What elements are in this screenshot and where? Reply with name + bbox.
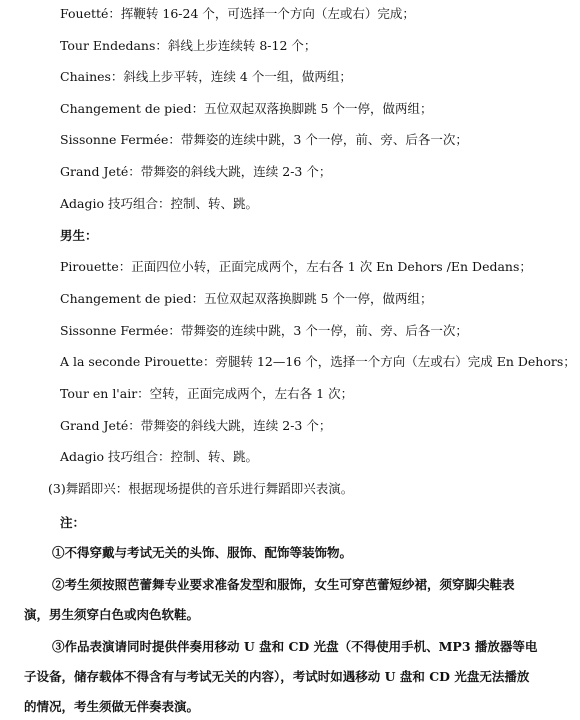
male-item-changement: Changement de pied：五位双起双落换脚跳 5 个一停，做两组； <box>60 291 433 306</box>
note-3-cont-1: 子设备，储存载体不得含有与考试无关的内容），考试时如遇移动 U 盘和 CD 光盘无法播放 <box>24 669 530 684</box>
male-heading: 男生： <box>60 228 98 243</box>
female-item-sissonne: Sissonne Fermée：带舞姿的连续中跳，3 个一停，前、旁、后各一次； <box>60 132 468 147</box>
note-2: ②考生须按照芭蕾舞专业要求准备发型和服饰，女生可穿芭蕾短纱裙，须穿脚尖鞋表 <box>52 577 515 592</box>
male-item-sissonne: Sissonne Fermée：带舞姿的连续中跳，3 个一停，前、旁、后各一次； <box>60 323 468 338</box>
note-1: ①不得穿戴与考试无关的头饰、服饰、配饰等装饰物。 <box>52 545 353 560</box>
female-item-changement: Changement de pied：五位双起双落换脚跳 5 个一停，做两组； <box>60 101 433 116</box>
male-item-tour-en-lair: Tour en l'air：空转，正面完成两个，左右各 1 次； <box>60 386 354 401</box>
note-3: ③作品表演请同时提供伴奏用移动 U 盘和 CD 光盘（不得使用手机、MP3 播放器等电 <box>52 639 538 654</box>
notes-heading: 注： <box>60 515 86 530</box>
female-item-fouette: Fouetté：挥鞭转 16-24 个，可选择一个方向（左或右）完成； <box>60 6 415 21</box>
female-item-adagio: Adagio 技巧组合：控制、转、跳。 <box>60 196 258 211</box>
note-3-cont-2: 的情况，考生须做无伴奏表演。 <box>24 699 200 714</box>
female-item-tour-endedans: Tour Endedans：斜线上步连续转 8-12 个； <box>60 38 317 53</box>
improvisation-item: (3)舞蹈即兴：根据现场提供的音乐进行舞蹈即兴表演。 <box>48 481 354 496</box>
male-item-pirouette: Pirouette：正面四位小转，正面完成两个，左右各 1 次 En Dehors /En Dedans； <box>60 259 532 274</box>
female-item-grand-jete: Grand Jeté：带舞姿的斜线大跳，连续 2-3 个； <box>60 164 332 179</box>
male-item-adagio: Adagio 技巧组合：控制、转、跳。 <box>60 449 258 464</box>
note-2-cont: 演，男生须穿白色或肉色软鞋。 <box>24 607 200 622</box>
female-item-chaines: Chaines：斜线上步平转，连续 4 个一组，做两组； <box>60 69 352 84</box>
male-item-seconde-pirouette: A la seconde Pirouette：旁腿转 12—16 个，选择一个方向（左或右）完成 En Dehors； <box>60 354 576 369</box>
male-item-grand-jete: Grand Jeté：带舞姿的斜线大跳，连续 2-3 个； <box>60 418 332 433</box>
